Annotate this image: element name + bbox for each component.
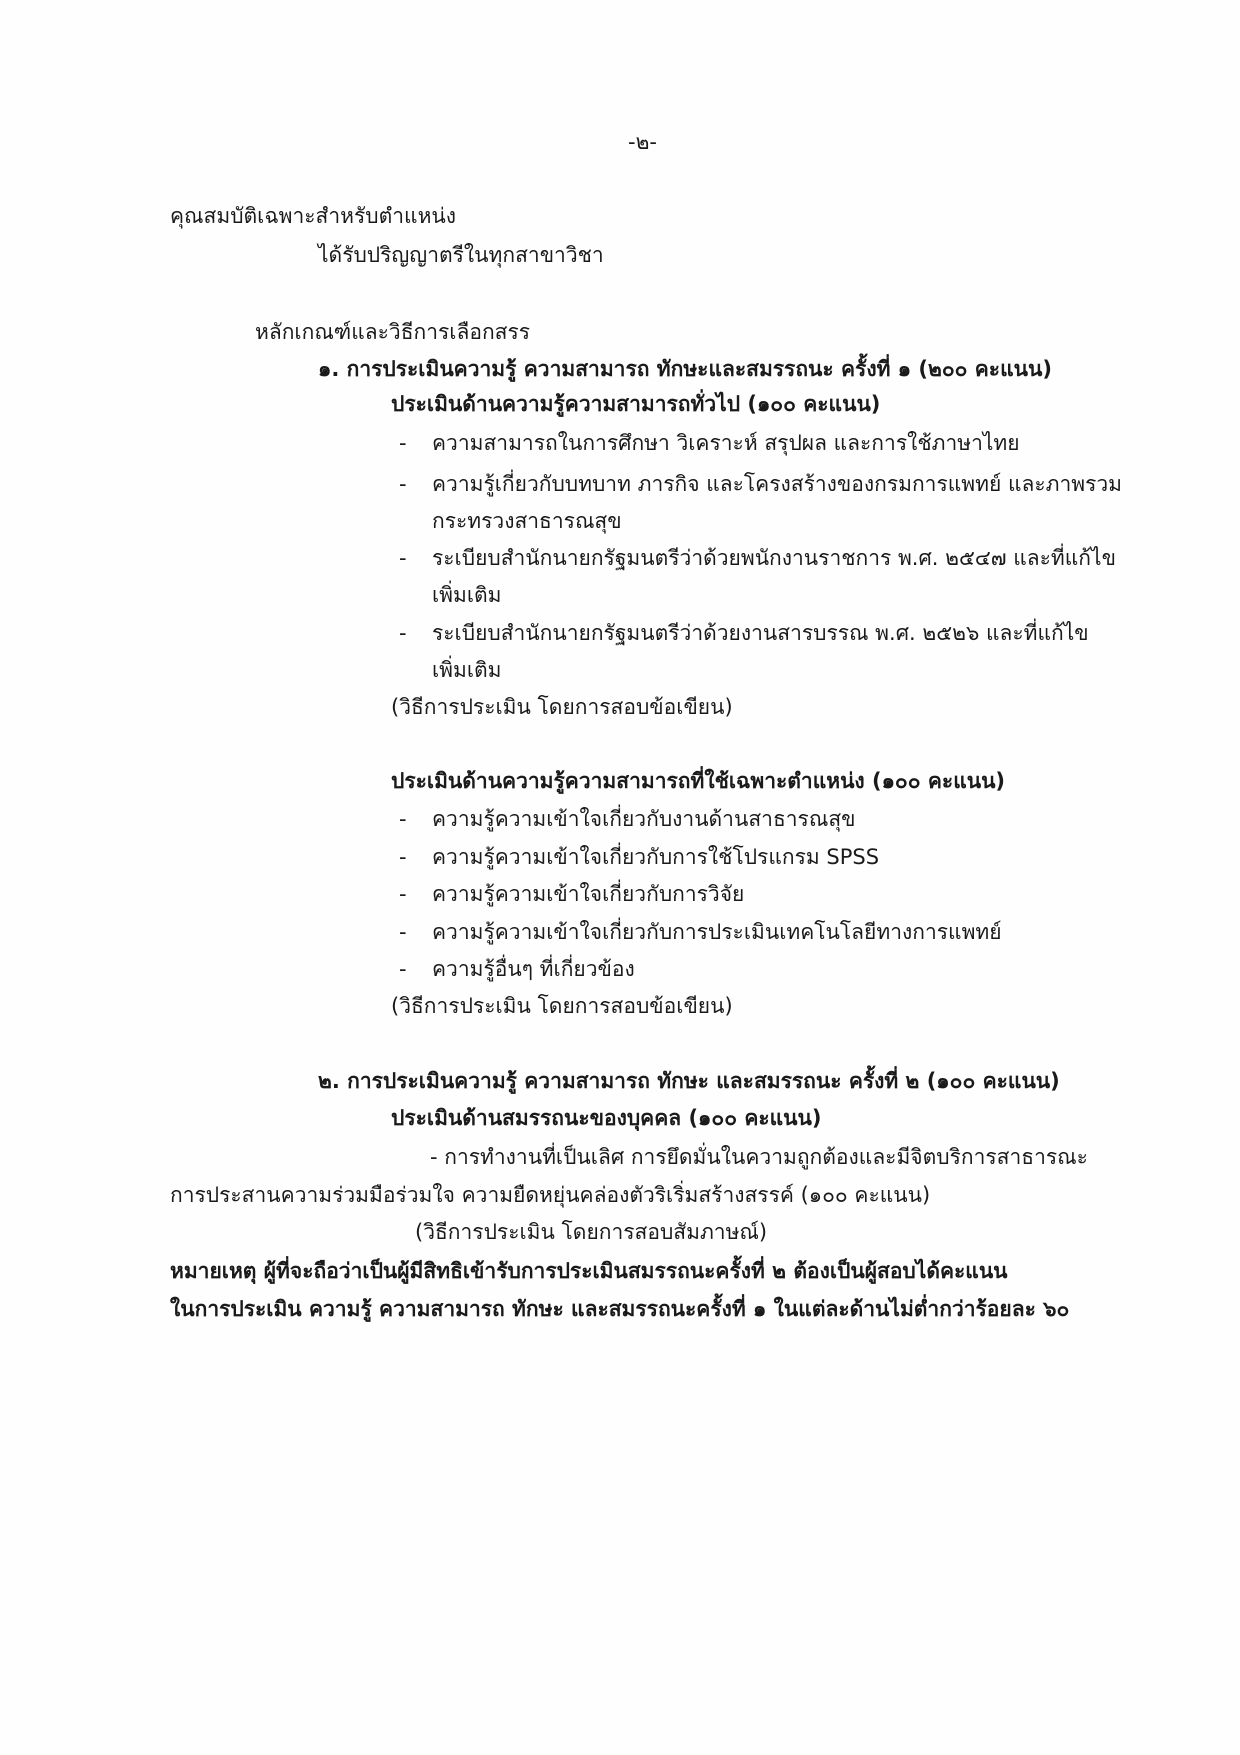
section2-method: (วิธีการประเมิน โดยการสอบสัมภาษณ์) (415, 1220, 768, 1244)
list-item: ความรู้ความเข้าใจเกี่ยวกับการประเมินเทคโนโลยีทางการแพทย์ (432, 920, 1002, 944)
list-item: ระเบียบสำนักนายกรัฐมนตรีว่าด้วยพนักงานราชการ พ.ศ. ๒๕๔๗ และที่แก้ไข (432, 546, 1116, 570)
bullet-marker: - (399, 546, 407, 570)
note-line1: หมายเหตุ ผู้ที่จะถือว่าเป็นผู้มีสิทธิเข้ารับการประเมินสมรรถนะครั้งที่ ๒ ต้องเป็นผู้สอบได้คะแนน (170, 1259, 1008, 1283)
list-item-continuation: กระทรวงสาธารณสุข (432, 509, 622, 533)
section1-title: ๑. การประเมินความรู้ ความสามารถ ทักษะและสมรรถนะ ครั้งที่ ๑ (๒๐๐ คะแนน) (318, 357, 1052, 381)
criteria-heading: หลักเกณฑ์และวิธีการเลือกสรร (255, 320, 531, 344)
qualifications-text: ได้รับปริญญาตรีในทุกสาขาวิชา (318, 243, 604, 267)
list-item: ความรู้เกี่ยวกับบทบาท ภารกิจ และโครงสร้างของกรมการแพทย์ และภาพรวม (432, 472, 1123, 496)
list-item: ความรู้ความเข้าใจเกี่ยวกับการใช้โปรแกรม SPSS (432, 845, 880, 869)
note-line2: ในการประเมิน ความรู้ ความสามารถ ทักษะ และสมรรถนะครั้งที่ ๑ ในแต่ละด้านไม่ต่ำกว่าร้อยละ ๖๐ (170, 1297, 1070, 1321)
list-item: ความรู้ความเข้าใจเกี่ยวกับการวิจัย (432, 882, 745, 906)
bullet-marker: - (399, 807, 407, 831)
section2-title: ๒. การประเมินความรู้ ความสามารถ ทักษะ และสมรรถนะ ครั้งที่ ๒ (๑๐๐ คะแนน) (318, 1069, 1060, 1093)
list-item: ความสามารถในการศึกษา วิเคราะห์ สรุปผล และการใช้ภาษาไทย (432, 431, 1020, 455)
bullet-marker: - (399, 957, 407, 981)
section2-paragraph-line2: การประสานความร่วมมือร่วมใจ ความยืดหยุ่นคล่องตัวริเริ่มสร้างสรรค์ (๑๐๐ คะแนน) (170, 1183, 931, 1207)
part1-title: ประเมินด้านความรู้ความสามารถทั่วไป (๑๐๐ คะแนน) (391, 392, 881, 416)
bullet-marker: - (399, 472, 407, 496)
list-item: ระเบียบสำนักนายกรัฐมนตรีว่าด้วยงานสารบรรณ พ.ศ. ๒๕๒๖ และที่แก้ไข (432, 621, 1089, 645)
bullet-marker: - (399, 621, 407, 645)
list-item: ความรู้อื่นๆ ที่เกี่ยวข้อง (432, 957, 635, 981)
page-number: -๒- (628, 130, 657, 154)
section2-paragraph-line1: - การทำงานที่เป็นเลิศ การยึดมั่นในความถูกต้องและมีจิตบริการสาธารณะ (430, 1145, 1088, 1169)
part1-method: (วิธีการประเมิน โดยการสอบข้อเขียน) (391, 695, 733, 719)
list-item: ความรู้ความเข้าใจเกี่ยวกับงานด้านสาธารณสุข (432, 807, 856, 831)
list-item-continuation: เพิ่มเติม (432, 658, 502, 682)
list-item-continuation: เพิ่มเติม (432, 583, 502, 607)
bullet-marker: - (399, 920, 407, 944)
part2-method: (วิธีการประเมิน โดยการสอบข้อเขียน) (391, 994, 733, 1018)
part2-title: ประเมินด้านความรู้ความสามารถที่ใช้เฉพาะตำแหน่ง (๑๐๐ คะแนน) (391, 769, 1006, 793)
bullet-marker: - (399, 845, 407, 869)
qualifications-heading: คุณสมบัติเฉพาะสำหรับตำแหน่ง (170, 204, 457, 228)
section2-part-title: ประเมินด้านสมรรถนะของบุคคล (๑๐๐ คะแนน) (391, 1106, 822, 1130)
bullet-marker: - (399, 882, 407, 906)
bullet-marker: - (399, 431, 407, 455)
